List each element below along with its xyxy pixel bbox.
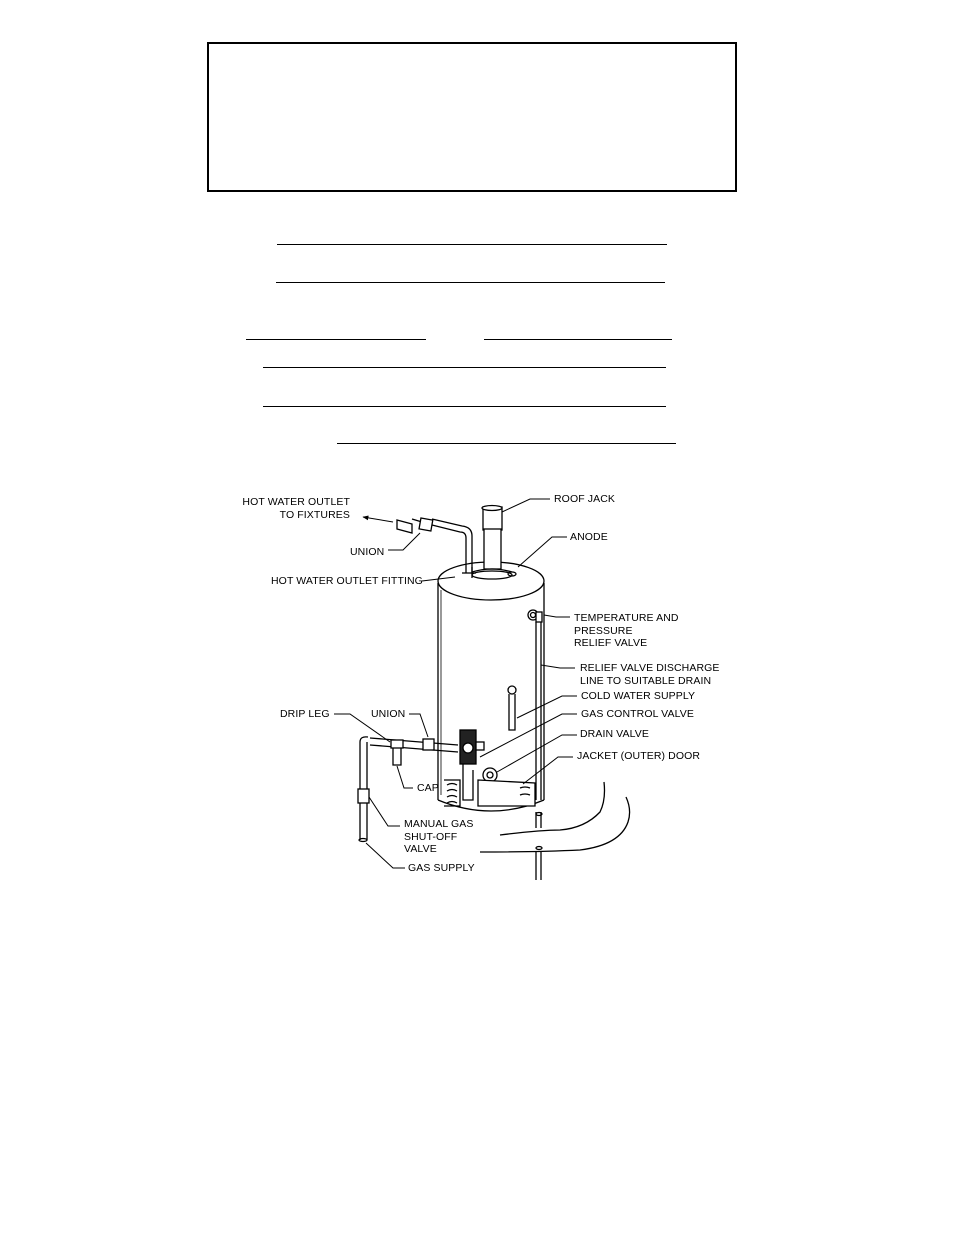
label-hot-water-outlet-line1: HOT WATER OUTLET — [242, 496, 350, 508]
label-anode: ANODE — [570, 531, 608, 543]
label-gas-supply: GAS SUPPLY — [408, 862, 475, 874]
label-manual-gas-line1: MANUAL GAS — [404, 818, 474, 830]
label-hot-water-outlet-fitting: HOT WATER OUTLET FITTING — [271, 575, 423, 587]
label-tp-relief-valve — [574, 612, 679, 650]
label-drip-leg: DRIP LEG — [280, 708, 330, 720]
label-union-top: UNION — [350, 546, 385, 558]
jacket-door — [444, 780, 535, 806]
label-tp-line3: RELIEF VALVE — [574, 637, 648, 649]
label-hot-water-outlet-line2: TO FIXTURES — [279, 508, 350, 521]
label-manual-gas-line3: VALVE — [404, 843, 437, 855]
label-union-bottom: UNION — [371, 708, 406, 720]
label-jacket-door: JACKET (OUTER) DOOR — [577, 750, 701, 762]
label-manual-gas-line2: SHUT-OFF — [404, 830, 458, 843]
label-discharge-line — [580, 662, 720, 687]
label-drain-valve: DRAIN VALVE — [580, 728, 649, 740]
cold-water-inlet — [508, 686, 516, 730]
label-gas-control-valve: GAS CONTROL VALVE — [581, 708, 694, 720]
label-tp-line2: PRESSURE — [574, 624, 633, 637]
label-discharge-line1: RELIEF VALVE DISCHARGE — [580, 662, 720, 674]
label-roof-jack: ROOF JACK — [554, 493, 615, 505]
label-discharge-line2: LINE TO SUITABLE DRAIN — [580, 674, 712, 687]
label-manual-gas-valve — [404, 818, 473, 856]
label-hot-water-outlet — [220, 496, 350, 521]
label-tp-line1: TEMPERATURE AND — [574, 612, 679, 624]
label-cold-water-supply: COLD WATER SUPPLY — [581, 690, 696, 702]
label-cap: CAP — [417, 782, 439, 794]
